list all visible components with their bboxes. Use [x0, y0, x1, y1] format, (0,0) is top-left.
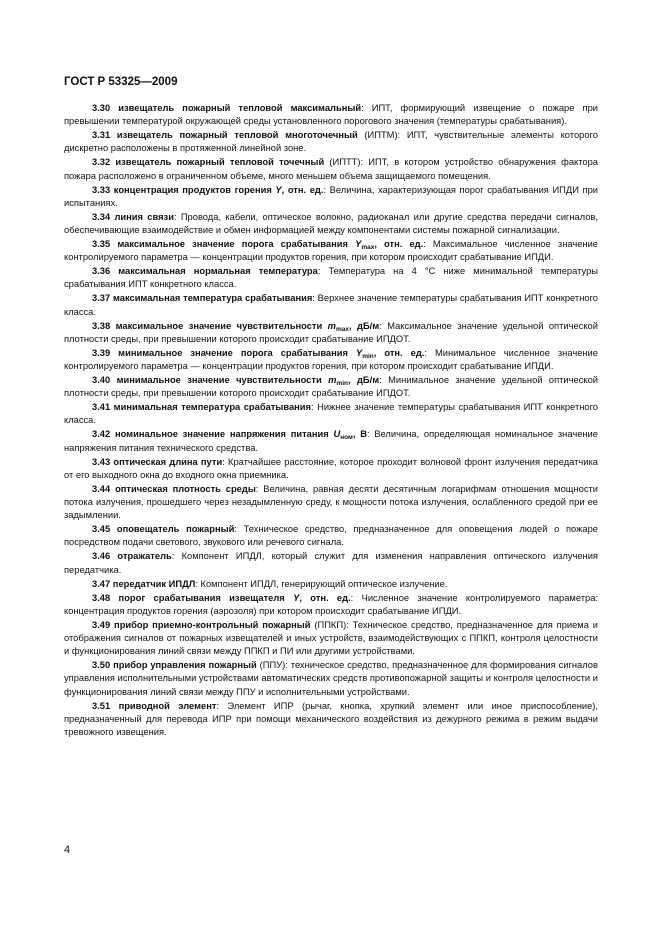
term-definition: Кратчайшее расстояние, которое проходит волновой фронт излучения передатчика от его выходного окна до входного окна приемника. [64, 456, 598, 480]
term-separator: : [350, 592, 362, 603]
term-number: 3.38 [92, 320, 111, 331]
term-name: извещатель пожарный тепловой точечный [115, 157, 325, 168]
term-heading [92, 103, 361, 113]
term-separator: : [423, 239, 433, 250]
term-symbol: m [327, 320, 336, 331]
term-heading [92, 579, 195, 589]
term-name: порог срабатывания извещателя [118, 592, 285, 603]
term-number: 3.40 [92, 375, 111, 386]
definition-entry [64, 483, 598, 523]
definition-entry [64, 292, 598, 318]
term-separator: : [379, 375, 389, 386]
term-name: оптическая плотность среды [115, 483, 256, 494]
term-definition: (ППУ): техническое средство, предназначенное для формирования сигналов управления исполнительными устройствами автоматических средств противопожарной защиты и контроля целостности и функционирования линий связи между ППУ и исполнительными устройствами. [64, 660, 598, 697]
term-separator: : [234, 524, 244, 535]
term-number: 3.31 [92, 130, 111, 141]
term-separator: : [323, 184, 330, 195]
term-symbol: Y [275, 184, 282, 195]
term-number: 3.33 [92, 184, 111, 195]
term-definition: (ИПТМ): ИПТ, чувствительные элементы которого дискретно расположены в протяженной линейной зоне. [64, 130, 598, 154]
term-name: линия связи [114, 211, 174, 222]
term-number: 3.48 [92, 592, 111, 603]
term-definition: Элемент ИПР (рычаг, кнопка, хрупкий элемент или иное приспособление), предназначенный для перевода ИПР при помощи механического воздействия из дежурного режима в режим выдачи тревожного извещения. [64, 700, 598, 738]
term-definition: Величина, равная десяти десятичным логарифмам отношения мощности потока излучения, прошедшего через незадымленную среду, к мощности потока излучения, ослабленного средой при ее задымлении. [64, 483, 598, 521]
page-number: 4 [64, 844, 71, 856]
definition-entry [64, 129, 598, 155]
term-symbol: m [328, 375, 337, 386]
term-separator: : [317, 266, 329, 277]
term-symbol-subscript: ном [340, 434, 353, 442]
term-separator: : [361, 103, 372, 113]
term-name: прибор управления пожарный [113, 660, 257, 671]
term-unit: , дБ/м [349, 320, 380, 331]
term-definition: Провода, кабели, оптическое волокно, радиоканал или другие средства передачи сигналов, обеспечивающие взаимодействие и обмен информацией между компонентами системы пожарной сигнализации. [64, 211, 598, 236]
definition-entry [64, 156, 598, 182]
term-heading [92, 266, 318, 276]
term-number: 3.32 [92, 157, 111, 168]
term-definition: Минимальное значение удельной оптической плотности среды, при превышении которого происходит срабатывание ИПДОТ. [64, 375, 598, 399]
term-definition: Минимальное численное значение контролируемого параметра — концентрации продуктов горения, при котором происходит срабатывание ИПДИ. [64, 347, 598, 372]
term-unit: , отн. ед. [373, 347, 425, 358]
term-name: максимальная температура срабатывания [112, 293, 313, 304]
term-number: 3.36 [92, 266, 111, 277]
term-name: концентрация продуктов горения [113, 184, 272, 195]
term-unit: , отн. ед. [281, 184, 324, 195]
term-number: 3.39 [92, 347, 111, 358]
definition-entry [64, 456, 598, 482]
term-heading [92, 212, 174, 222]
definition-entry [64, 700, 598, 740]
term-symbol: Y [355, 239, 362, 250]
term-definition: Температура на 4 °С ниже минимальной температуры срабатывания ИПТ конкретного класса. [64, 266, 598, 290]
term-symbol-subscript: max [335, 325, 349, 333]
term-name: извещатель пожарный тепловой многоточечный [116, 130, 358, 141]
term-name: минимальное значение чувствительности [116, 375, 322, 386]
term-heading [92, 429, 367, 442]
definition-entry [64, 265, 598, 291]
term-heading [92, 293, 312, 303]
term-number: 3.42 [92, 429, 111, 440]
term-symbol: Y [355, 347, 363, 358]
definition-entry [64, 347, 598, 373]
term-symbol: Y [293, 592, 300, 603]
term-name: оптическая длина пути [113, 456, 223, 467]
term-name: максимальное значение чувствительности [115, 320, 323, 331]
term-heading [92, 524, 234, 534]
definition-entry [64, 184, 598, 210]
term-name: оповещатель пожарный [116, 524, 235, 535]
term-definition: Техническое средство, предназначенное для оповещения людей о пожаре посредством подачи светового, звукового или речевого сигнала. [64, 524, 598, 548]
definition-entry [64, 578, 598, 591]
term-definition: Нижнее значение температуры срабатывания ИПТ конкретного класса. [64, 402, 598, 426]
term-unit: , отн. ед. [374, 239, 424, 250]
term-heading [92, 593, 351, 603]
term-number: 3.30 [92, 103, 111, 113]
term-number: 3.34 [92, 211, 111, 222]
term-heading [92, 457, 222, 467]
term-name: прибор приемно-контрольный пожарный [114, 619, 311, 630]
term-symbol-subscript: min [362, 352, 374, 360]
definition-entry [64, 102, 598, 128]
term-number: 3.45 [92, 524, 111, 535]
term-definition: Максимальное численное значение контролируемого параметра — концентрации продуктов горения, при котором происходит срабатывание ИПДИ. [64, 239, 598, 263]
term-definition: Величина, определяющая номинальное значение напряжения питания технического средства. [64, 429, 598, 453]
definition-entry [64, 523, 598, 549]
definition-entry [64, 320, 598, 346]
definition-entry [64, 401, 598, 427]
term-name: минимальная температура срабатывания [113, 402, 311, 413]
term-name: максимальная нормальная температура [118, 266, 318, 277]
term-heading [92, 130, 358, 140]
term-heading [92, 701, 216, 711]
term-separator: : [195, 578, 201, 589]
term-definition: (ИПТТ): ИПТ, в котором устройство обнаружения фактора пожара расположено в ограниченном объеме, много меньшем объема защищаемого помещения. [64, 157, 598, 181]
term-definition: Верхнее значение температуры срабатывания ИПТ конкретного класса. [64, 293, 598, 317]
term-symbol-subscript: max [361, 244, 375, 252]
term-symbol: U [333, 429, 341, 440]
term-number: 3.35 [92, 239, 111, 250]
term-definition: Величина, характеризующая порог срабатывания ИПДИ при испытаниях. [64, 184, 598, 208]
term-heading [92, 620, 311, 630]
document-header: ГОСТ Р 53325—2009 [64, 76, 178, 88]
term-definition: ИПТ, формирующий извещение о пожаре при превышении температурой окружающей среды установленного порогового значения (температуры срабатывания). [64, 103, 598, 127]
term-heading [92, 185, 323, 195]
definition-entry [64, 428, 598, 454]
term-definition: Максимальное значение удельной оптической плотности среды, при превышении которого происходит срабатывание ИПДОТ. [64, 320, 598, 344]
definitions-list [64, 102, 598, 740]
term-heading [92, 551, 172, 561]
term-separator: : [171, 551, 182, 562]
definition-entry [64, 374, 598, 400]
definition-entry [64, 592, 598, 618]
term-name: извещатель пожарный тепловой максимальный [118, 103, 362, 113]
term-separator: : [311, 402, 318, 413]
term-name: максимальное значение порога срабатывания [117, 239, 348, 250]
term-separator: : [216, 700, 228, 711]
definition-entry [64, 659, 598, 699]
term-unit: , В [352, 429, 367, 440]
term-number: 3.47 [92, 578, 111, 589]
definition-entry [64, 238, 598, 264]
definition-entry [64, 211, 598, 237]
term-number: 3.43 [92, 456, 111, 467]
term-number: 3.44 [92, 483, 111, 494]
term-name: отражатель [117, 551, 172, 562]
term-heading [92, 348, 424, 358]
term-separator: : [173, 211, 181, 222]
term-number: 3.50 [92, 660, 111, 671]
term-heading [92, 239, 424, 252]
term-separator: : [366, 429, 375, 440]
definition-entry [64, 550, 598, 576]
term-unit: , отн. ед. [299, 592, 351, 603]
term-definition: (ППКП): Техническое средство, предназначенное для приема и отображения сигналов от пожарных извещателей и иных устройств, взаимодействующих с ППКП, контроля целостности и функционирования линий связи между ППКП и ПИ или другими устройствами. [64, 619, 598, 657]
term-definition: Компонент ИПДЛ, который служит для изменения направления оптического излучения передатчика. [64, 551, 598, 575]
term-separator: : [312, 293, 318, 304]
term-number: 3.46 [92, 551, 111, 562]
term-name: передатчик ИПДЛ [112, 578, 196, 589]
term-separator: : [222, 456, 228, 467]
term-name: минимальное значение порога срабатывания [118, 347, 348, 358]
term-heading [92, 321, 379, 331]
term-heading [92, 660, 257, 670]
term-separator: : [255, 483, 264, 494]
term-number: 3.51 [92, 700, 111, 711]
term-name: приводной элемент [118, 700, 217, 711]
term-number: 3.41 [92, 402, 111, 413]
term-definition: Численное значение контролируемого параметра: концентрация продуктов горения (аэрозоля) при котором происходит срабатывание ИПДИ. [64, 592, 598, 616]
term-separator: : [424, 347, 435, 358]
term-number: 3.37 [92, 293, 111, 304]
term-heading [92, 402, 311, 412]
term-unit: , дБ/м [347, 375, 380, 386]
definition-entry [64, 619, 598, 659]
term-heading [92, 375, 380, 388]
term-definition: Компонент ИПДЛ, генерирующий оптическое излучение. [200, 578, 448, 589]
term-heading [92, 484, 256, 494]
term-symbol-subscript: min [336, 380, 348, 388]
term-separator: : [379, 320, 388, 331]
term-heading [92, 157, 324, 167]
term-name: номинальное значение напряжения питания [114, 429, 329, 440]
term-number: 3.49 [92, 619, 111, 630]
